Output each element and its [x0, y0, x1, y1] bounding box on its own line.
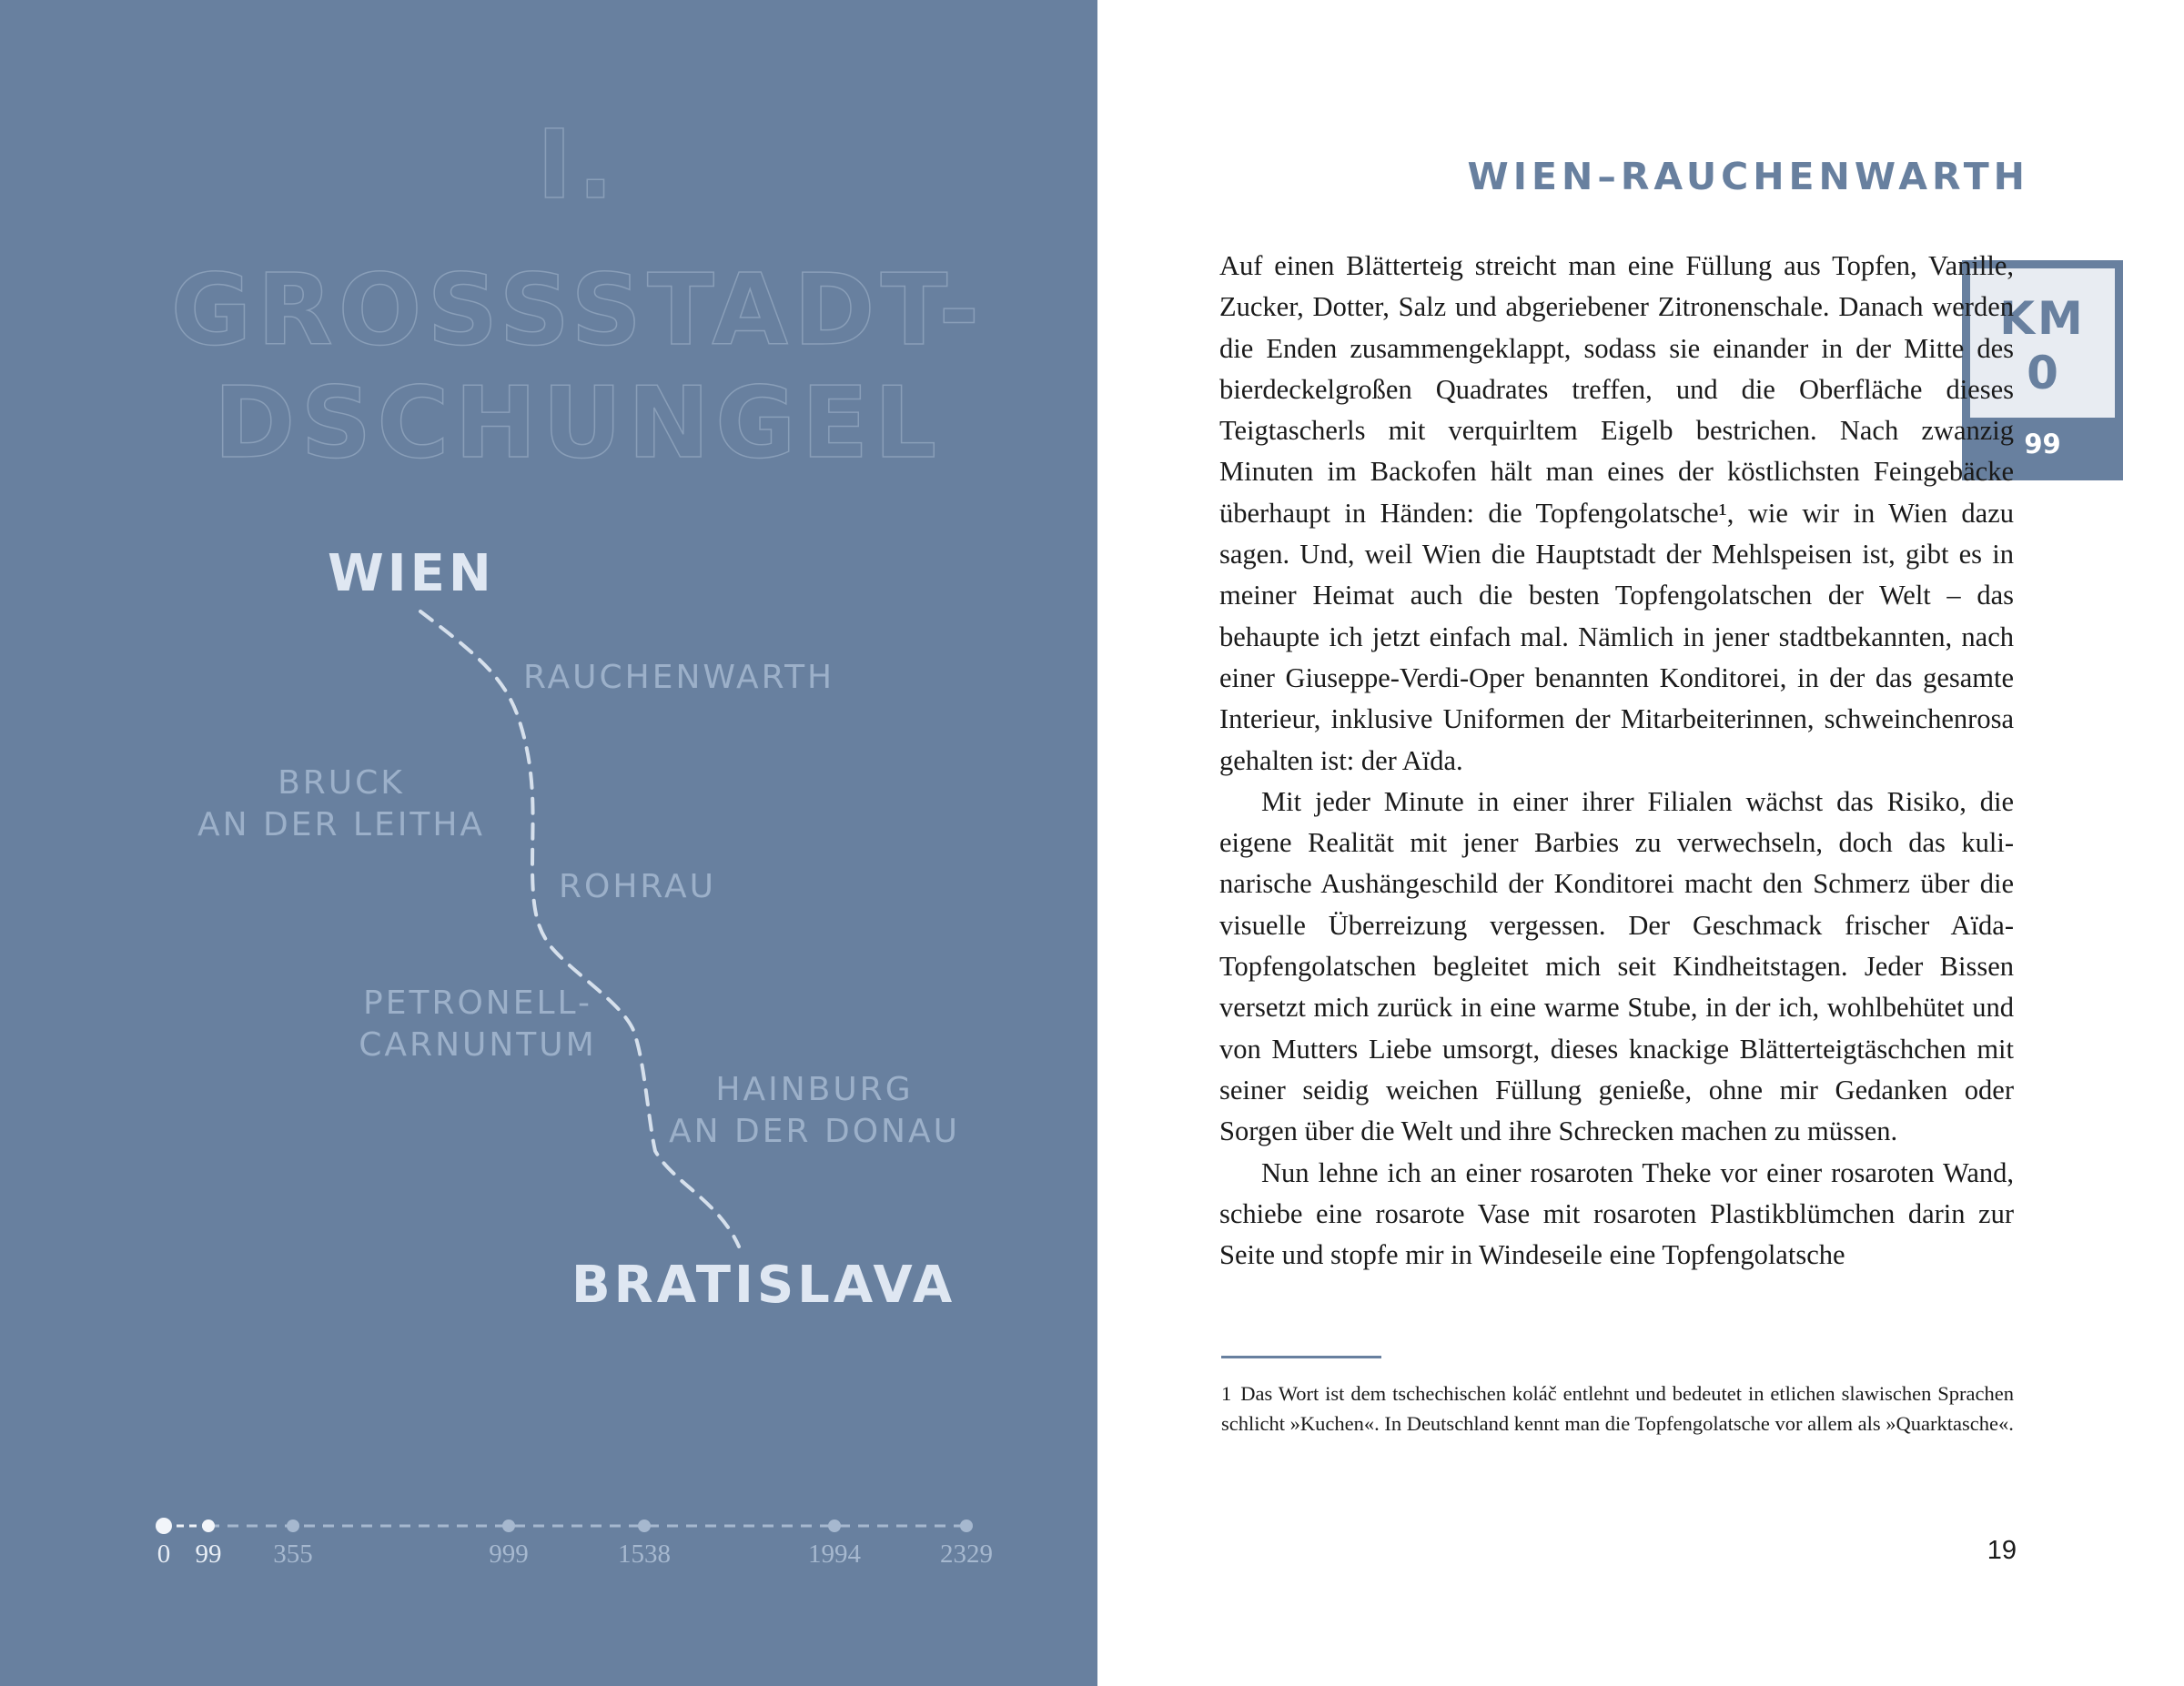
km-label: KM — [1999, 292, 2086, 345]
page-number: 19 — [1987, 1536, 2017, 1565]
timeline-marker — [960, 1519, 973, 1532]
section-title: WIEN–RAUCHENWARTH — [1467, 155, 2029, 198]
timeline-marker — [502, 1519, 515, 1532]
timeline-label: 355 — [273, 1540, 313, 1569]
stop-petronell-carnuntum: PETRONELL- CARNUNTUM — [359, 984, 597, 1064]
stop-rohrau: ROHRAU — [559, 868, 716, 905]
timeline-label: 1994 — [808, 1540, 861, 1569]
body-text — [1219, 246, 2014, 1276]
footnote-rule — [1221, 1356, 1381, 1358]
end-city: BRATISLAVA — [571, 1256, 956, 1315]
chapter-title-line2: DSCHUNGEL — [213, 367, 943, 480]
timeline-marker — [828, 1519, 841, 1532]
km-value: 0 — [2027, 347, 2058, 399]
timeline-marker — [202, 1519, 215, 1532]
timeline-label: 2329 — [940, 1540, 993, 1569]
chapter-title-line1: GROSSSTADT- — [170, 254, 986, 368]
paragraph: Nun lehne ich an einer rosaroten Theke vor einer rosaroten Wand, schiebe eine rosarote Vase mit rosaroten Plastikblümchen darin zur Seite und stopfe mir in Windeseile eine Topfengolatsche — [1219, 1156, 2014, 1271]
footnote — [1221, 1378, 2014, 1439]
footnote-number: 1 — [1221, 1382, 1232, 1405]
footnote-text: Das Wort ist dem tschechischen koláč entlehnt und bedeutet in etlichen slawischen Sprachen schlicht »Kuchen«. In Deutschland kennt man die Topfengolatsche vor allem als »Quarktasche«. — [1221, 1382, 2014, 1435]
timeline-label: 0 — [157, 1540, 171, 1569]
timeline-label: 99 — [195, 1540, 222, 1569]
stop-bruck-an-der-leitha: BRUCK AN DER LEITHA — [197, 764, 486, 843]
stop-rauchenwarth: RAUCHENWARTH — [523, 659, 835, 696]
timeline-marker — [638, 1519, 651, 1532]
timeline-label: 999 — [489, 1540, 529, 1569]
timeline-marker — [156, 1518, 172, 1534]
paragraph: Mit jeder Minute in einer ihrer Filialen wächst das Risiko, die eigene Realität mit jener Barbies zu verwechseln, doch das kulinarische Aushängeschild der Konditorei macht den Schmerz über die visuelle Überreizung vergessen. Der Geschmack frischer Aïda-Topfengolatschen begleitet mich seit Kindheitstagen. Jeder Bissen versetzt mich zurück in eine warme Stube, in der ich, wohlbehütet und von Mutters Liebe umsorgt, dieses knackige Blätterteigtäschchen mit seiner seidig weichen Füllung genieße, ohne mir Gedanken oder Sorgen über die Welt und ihre Schrecken machen zu müssen. — [1219, 785, 2014, 1147]
km-page-reference: 99 — [2024, 429, 2061, 459]
chapter-number: I. — [536, 109, 620, 220]
timeline-marker — [287, 1519, 299, 1532]
start-city: WIEN — [328, 544, 495, 603]
timeline-label: 1538 — [618, 1540, 671, 1569]
stop-hainburg-an-der-donau: HAINBURG AN DER DONAU — [669, 1071, 960, 1150]
paragraph: Auf einen Blätterteig streicht man eine Füllung aus Topfen, Vanille, Zucker, Dotter, Salz und abgeriebener Zitronenschale. Danach werden die Enden zusammengeklappt, sodass sie einander in der Mitte des bierdeckelgroßen Quadrates treffen, und die Oberfläche dieses Teigtascherls mit verquirltem Eigelb bestrichen. Nach zwanzig Minuten im Backofen hält man eines der köstlichsten Feingebäcke überhaupt in Händen: die Topfengolatsche¹, wie wir in Wien dazu sagen. Und, weil Wien die Hauptstadt der Mehlspeisen ist, gibt es in meiner Heimat auch die besten Topfengolatschen der Welt – das behaupte ich jetzt einfach mal. Nämlich in jener stadtbekannten, nach einer Giuseppe-Verdi-Oper benannten Konditorei, in der das gesamte Interieur, inklusive Uniformen der Mitarbeiterinnen, schweinchenrosa gehalten ist: der Aïda. — [1219, 250, 2014, 776]
